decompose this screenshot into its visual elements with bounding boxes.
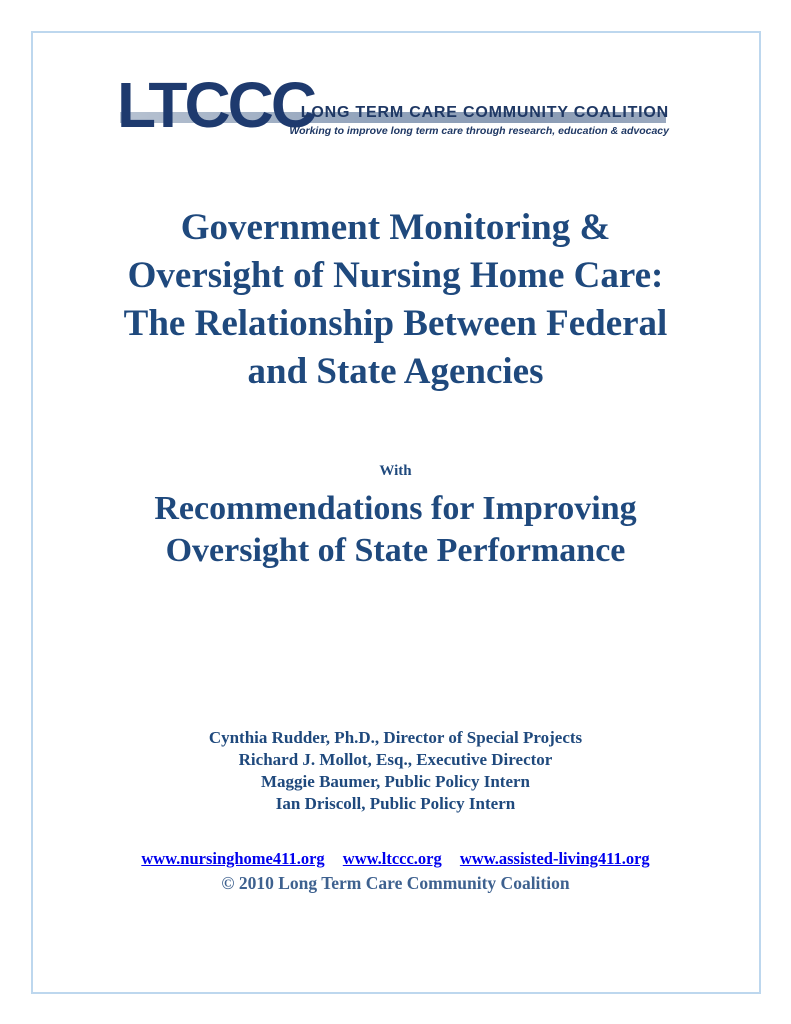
author-line: Cynthia Rudder, Ph.D., Director of Special Projects bbox=[208, 728, 583, 747]
authors-block bbox=[0, 727, 791, 815]
report-title bbox=[0, 204, 791, 396]
copyright-line: © 2010 Long Term Care Community Coalition bbox=[221, 873, 570, 893]
author-line: Ian Driscoll, Public Policy Intern bbox=[275, 794, 516, 813]
author-line: Richard J. Mollot, Esq., Executive Director bbox=[238, 750, 553, 769]
logo-text-block bbox=[289, 104, 669, 137]
ltccc-logo bbox=[117, 69, 669, 146]
website-links bbox=[0, 849, 791, 869]
author-line: Maggie Baumer, Public Policy Intern bbox=[261, 772, 530, 791]
link-assisted-living411[interactable]: www.assisted-living411.org bbox=[459, 849, 650, 868]
report-subtitle-line: Recommendations for Improving bbox=[154, 490, 637, 527]
logo-org-name: LONG TERM CARE COMMUNITY COALITION bbox=[300, 104, 669, 121]
link-ltccc[interactable]: www.ltccc.org bbox=[342, 849, 442, 868]
report-title-line: The Relationship Between Federal bbox=[123, 303, 668, 344]
report-title-line: and State Agencies bbox=[247, 351, 544, 392]
report-title-line: Government Monitoring & bbox=[180, 207, 611, 248]
link-nursinghome411[interactable]: www.nursinghome411.org bbox=[141, 849, 325, 868]
logo-acronym: LTCCC bbox=[117, 69, 315, 141]
subtitle-preface: With bbox=[379, 463, 412, 479]
logo-tagline: Working to improve long term care through research, education & advocacy bbox=[289, 125, 669, 137]
report-title-line: Oversight of Nursing Home Care: bbox=[127, 255, 664, 296]
report-subtitle bbox=[0, 488, 791, 572]
report-subtitle-line: Oversight of State Performance bbox=[165, 532, 626, 569]
